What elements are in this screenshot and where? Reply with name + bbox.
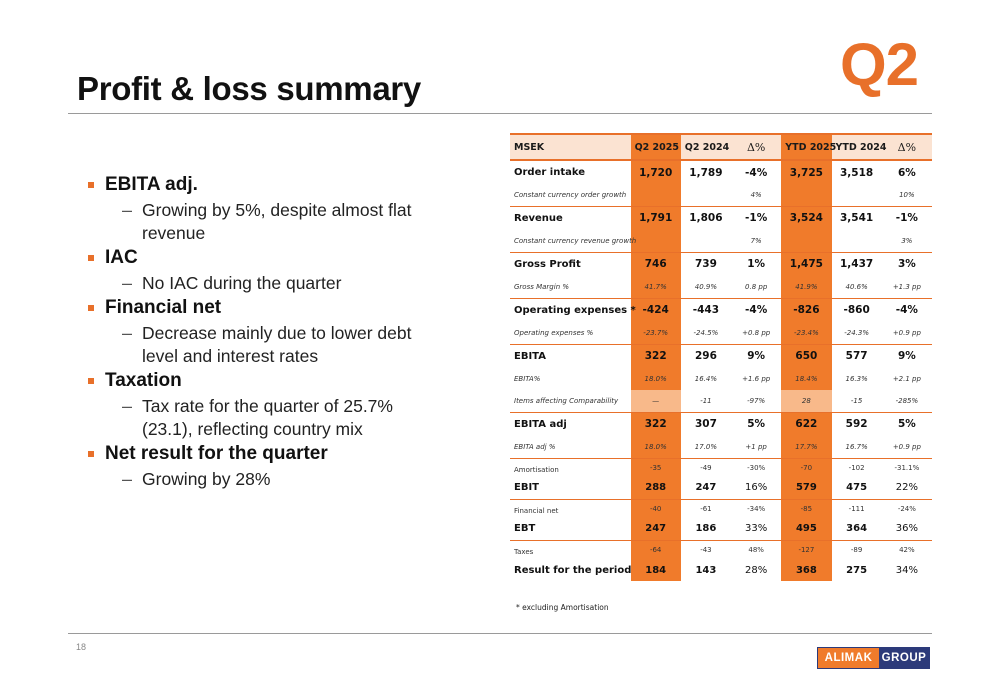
table-row <box>510 322 932 344</box>
row-label: Order intake <box>514 167 586 178</box>
sub-bullet <box>122 322 488 368</box>
table-cell: -64 <box>631 540 681 559</box>
table-cell: 3,541 <box>840 212 874 225</box>
table-cell: +1.6 pp <box>742 375 771 383</box>
table-cell: 6% <box>897 166 916 179</box>
table-footnote: * excluding Amortisation <box>516 603 609 612</box>
table-row <box>510 412 932 436</box>
column-header: Δ% <box>731 134 781 160</box>
table-cell: 368 <box>781 559 831 581</box>
table-cell: -89 <box>850 545 863 554</box>
table-row <box>510 160 932 184</box>
quarter-badge: Q2 <box>839 31 918 98</box>
table-cell: -15 <box>832 390 882 412</box>
sub-bullet-text: Tax rate for the quarter of 25.7% (23.1), reflecting country mix <box>142 396 393 439</box>
column-header: Q2 2025 <box>631 134 681 160</box>
sub-bullet-text: Decrease mainly due to lower debt level and interest rates <box>142 323 412 366</box>
row-label: Gross Profit <box>514 258 581 270</box>
square-bullet-icon <box>88 182 94 188</box>
table-cell: 3% <box>882 230 932 252</box>
table-cell: -61 <box>700 504 712 513</box>
row-label: Constant currency order growth <box>510 184 631 206</box>
row-label: Financial net <box>514 506 559 515</box>
table-cell <box>832 184 882 206</box>
table-cell: 186 <box>681 518 731 540</box>
slide-title: Profit & loss summary <box>77 70 421 107</box>
table-cell: 746 <box>631 252 681 276</box>
table-cell: -70 <box>781 458 831 477</box>
table-cell: -24.5% <box>681 322 731 344</box>
table-cell: 247 <box>681 477 731 499</box>
table-row <box>510 390 932 412</box>
table-cell: 1,789 <box>689 166 723 179</box>
table-cell: -826 <box>781 298 831 322</box>
table-row <box>510 368 932 390</box>
table-cell: 592 <box>845 418 868 431</box>
table-cell: -860 <box>843 304 870 317</box>
title-divider <box>68 113 932 114</box>
table-cell: -40 <box>631 499 681 518</box>
table-cell: 4% <box>731 184 781 206</box>
table-cell <box>631 230 681 252</box>
bullet-item <box>88 172 488 245</box>
bullet-heading: Taxation <box>105 370 182 391</box>
table-cell: 40.6% <box>832 276 882 298</box>
table-cell: 364 <box>832 518 882 540</box>
table-cell: 622 <box>781 412 831 436</box>
table-cell: 577 <box>845 350 868 363</box>
bullet-item <box>88 245 488 295</box>
sub-bullet <box>122 272 488 295</box>
table-cell: 48% <box>748 545 764 554</box>
dash-bullet-icon: – <box>122 323 133 343</box>
table-cell: +0.9 pp <box>882 322 932 344</box>
square-bullet-icon <box>88 305 94 311</box>
table-cell: 247 <box>631 518 681 540</box>
sub-bullet <box>122 468 488 491</box>
page-number: 18 <box>76 642 87 652</box>
table-cell: -424 <box>631 298 681 322</box>
row-label: Result for the period <box>514 564 632 576</box>
table-cell: -34% <box>747 504 766 513</box>
bullet-heading: Financial net <box>105 297 222 318</box>
table-row <box>510 252 932 276</box>
sub-bullet <box>122 395 488 441</box>
table-cell: -35 <box>631 458 681 477</box>
dash-bullet-icon: – <box>122 200 133 220</box>
table-cell: 16.3% <box>845 375 868 383</box>
alimak-group-logo <box>817 647 930 669</box>
row-label: EBITA adj % <box>510 436 631 458</box>
sub-bullet <box>122 199 488 245</box>
table-cell: 18.0% <box>631 436 681 458</box>
table-cell: -443 <box>692 304 720 317</box>
profit-loss-table <box>510 133 932 581</box>
row-label: EBIT <box>510 477 631 499</box>
table-cell: 3,725 <box>781 160 831 184</box>
bullet-row <box>88 172 488 198</box>
table-cell <box>681 230 731 252</box>
table-cell: 495 <box>781 518 831 540</box>
sub-bullet-text: No IAC during the quarter <box>142 273 342 293</box>
dash-bullet-icon: – <box>122 273 133 293</box>
table-cell: 3,518 <box>840 166 874 179</box>
table-cell: 1,475 <box>781 252 831 276</box>
table-row <box>510 206 932 230</box>
dash-bullet-icon: – <box>122 469 133 489</box>
table-cell: 1,791 <box>631 206 681 230</box>
table-cell: 28 <box>781 390 831 412</box>
row-label: Operating expenses * <box>514 304 636 316</box>
table-cell: 475 <box>832 477 882 499</box>
table-cell: -11 <box>681 390 731 412</box>
table-cell: 322 <box>631 412 681 436</box>
bullet-heading: IAC <box>105 247 138 268</box>
table-cell: 36% <box>882 518 932 540</box>
table-cell: 1,437 <box>840 258 874 271</box>
table-cell <box>781 230 831 252</box>
sub-bullet-text: Growing by 28% <box>142 469 271 489</box>
table-row <box>510 344 932 368</box>
bullet-item <box>88 368 488 441</box>
square-bullet-icon <box>88 451 94 457</box>
table-cell: 184 <box>631 559 681 581</box>
table-cell: 296 <box>694 350 717 363</box>
table-cell: 16.7% <box>832 436 882 458</box>
table-cell: -4% <box>895 304 918 317</box>
table-cell: +0.8 pp <box>731 322 781 344</box>
table-cell: 40.9% <box>681 276 731 298</box>
table-cell: 275 <box>846 564 868 576</box>
table-cell: 10% <box>882 184 932 206</box>
table-cell <box>781 184 831 206</box>
dash-bullet-icon: – <box>122 396 133 416</box>
table-cell: 18.4% <box>781 368 831 390</box>
table-cell <box>681 184 731 206</box>
table-cell: — <box>631 390 681 412</box>
table-cell: -30% <box>747 463 766 472</box>
table-cell: 739 <box>694 258 717 271</box>
table-header-row <box>510 134 932 160</box>
table-cell: 579 <box>781 477 831 499</box>
table-cell: 33% <box>731 518 781 540</box>
row-label: EBITA% <box>514 375 541 383</box>
logo-text-alimak: ALIMAK <box>818 648 879 668</box>
table-cell: +2.1 pp <box>892 375 921 383</box>
row-label: Taxes <box>514 547 534 556</box>
table-cell: -43 <box>700 545 712 554</box>
table-cell: 9% <box>897 350 916 363</box>
row-label: Items affecting Comparability <box>510 390 631 412</box>
table-cell: 41.7% <box>631 276 681 298</box>
row-label: Revenue <box>514 212 563 224</box>
table-cell: -97% <box>731 390 781 412</box>
table-cell: -111 <box>848 504 865 513</box>
table-cell: 34% <box>895 564 918 576</box>
table-cell: +1 pp <box>731 436 781 458</box>
table-cell: -4% <box>745 166 768 179</box>
table-cell: +1.3 pp <box>882 276 932 298</box>
table-cell: 18.0% <box>631 368 681 390</box>
table-cell: 1% <box>747 258 766 271</box>
bullet-heading: EBITA adj. <box>105 174 198 195</box>
table-row <box>510 298 932 322</box>
bullet-item <box>88 441 488 491</box>
table-cell <box>832 230 882 252</box>
table-cell: 17.7% <box>781 436 831 458</box>
column-header: Q2 2024 <box>681 134 731 160</box>
header-unit: MSEK <box>510 134 631 160</box>
table-cell: -285% <box>882 390 932 412</box>
logo-text-group: GROUP <box>879 648 929 668</box>
table-cell: -23.4% <box>781 322 831 344</box>
table-cell: 5% <box>897 418 916 431</box>
table-cell: +0.9 pp <box>882 436 932 458</box>
table-row <box>510 518 932 540</box>
column-header: YTD 2024 <box>832 134 882 160</box>
bullet-row <box>88 441 488 467</box>
table-cell: 307 <box>694 418 717 431</box>
row-label: Constant currency revenue growth <box>510 230 631 252</box>
table-cell: 1,720 <box>631 160 681 184</box>
table-cell: 650 <box>781 344 831 368</box>
table-cell: 322 <box>631 344 681 368</box>
table-cell: 3% <box>897 258 916 271</box>
table-row <box>510 458 932 477</box>
sub-bullet-text: Growing by 5%, despite almost flat revenue <box>142 200 412 243</box>
table-cell: -4% <box>745 304 768 317</box>
table-cell: 42% <box>899 545 915 554</box>
row-label: Amortisation <box>514 465 559 474</box>
table-cell: -24% <box>897 504 916 513</box>
table-cell: -23.7% <box>631 322 681 344</box>
row-label: EBT <box>510 518 631 540</box>
table-cell: -85 <box>781 499 831 518</box>
table-cell: 7% <box>731 230 781 252</box>
column-header: YTD 2025 <box>781 134 831 160</box>
square-bullet-icon <box>88 255 94 261</box>
column-header: Δ% <box>882 134 932 160</box>
table-cell: 28% <box>745 564 768 576</box>
table-row <box>510 230 932 252</box>
table-cell <box>631 184 681 206</box>
bullet-list <box>88 172 488 491</box>
table-cell: -102 <box>848 463 865 472</box>
table-row <box>510 184 932 206</box>
table-cell: 5% <box>747 418 766 431</box>
table-row <box>510 436 932 458</box>
table-row <box>510 276 932 298</box>
table-cell: -127 <box>781 540 831 559</box>
table-row <box>510 540 932 559</box>
table-cell: 22% <box>882 477 932 499</box>
table-cell: 16.4% <box>694 375 718 383</box>
bullet-row <box>88 295 488 321</box>
table-cell: -31.1% <box>894 463 920 472</box>
table-row <box>510 477 932 499</box>
table-row <box>510 559 932 581</box>
bullet-row <box>88 245 488 271</box>
table-cell: 17.0% <box>681 436 731 458</box>
footer-divider <box>68 633 932 634</box>
bullet-row <box>88 368 488 394</box>
row-label: EBITA <box>514 350 546 362</box>
table-cell: 3,524 <box>781 206 831 230</box>
row-label: EBITA adj <box>514 418 567 430</box>
table-cell: 16% <box>731 477 781 499</box>
table-row <box>510 499 932 518</box>
table-cell: -24.3% <box>832 322 882 344</box>
table-cell: -49 <box>700 463 712 472</box>
table-cell: -1% <box>895 212 918 225</box>
row-label: Gross Margin % <box>510 276 631 298</box>
table-cell: 41.9% <box>781 276 831 298</box>
table-cell: 288 <box>631 477 681 499</box>
table-cell: 9% <box>747 350 766 363</box>
table-cell: -1% <box>745 212 768 225</box>
bullet-heading: Net result for the quarter <box>105 443 328 464</box>
table-cell: 1,806 <box>689 212 723 225</box>
row-label: Operating expenses % <box>510 322 631 344</box>
table-cell: 0.8 pp <box>731 276 781 298</box>
table-cell: 143 <box>695 564 717 576</box>
square-bullet-icon <box>88 378 94 384</box>
bullet-item <box>88 295 488 368</box>
